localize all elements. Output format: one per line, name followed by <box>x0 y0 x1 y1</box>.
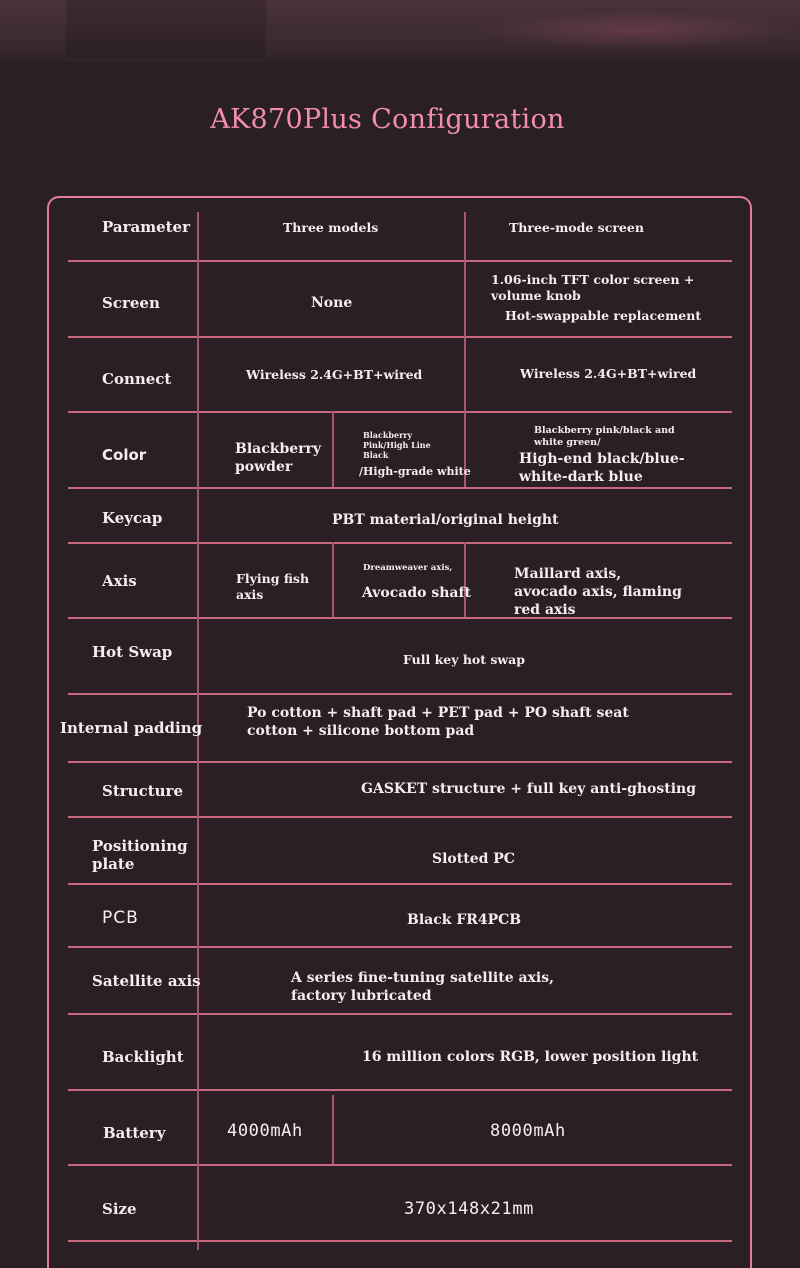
header-parameter: Parameter <box>102 218 191 236</box>
backlight-value: 16 million colors RGB, lower position light <box>362 1049 699 1065</box>
row-divider <box>68 1089 732 1091</box>
plate-value: Slotted PC <box>432 851 515 867</box>
size-label: Size <box>102 1200 137 1218</box>
pcb-label: PCB <box>102 908 139 928</box>
connect-three-mode: Wireless 2.4G+BT+wired <box>520 366 697 381</box>
pcb-value: Black FR4PCB <box>407 912 522 928</box>
battery-4000: 4000mAh <box>227 1121 303 1141</box>
color-blackberry-powder: Blackberry powder <box>235 441 322 475</box>
padding-label: Internal padding <box>60 719 203 737</box>
screen-label: Screen <box>102 294 160 312</box>
battery-8000: 8000mAh <box>490 1121 566 1141</box>
row-divider <box>68 1240 732 1242</box>
column-divider <box>464 212 466 411</box>
row-divider <box>68 336 732 338</box>
color-label: Color <box>102 446 147 464</box>
header-three-mode-screen: Three-mode screen <box>509 220 644 235</box>
row-divider <box>68 946 732 948</box>
axis-avocado-shaft: Avocado shaft <box>362 585 471 601</box>
column-divider <box>332 542 334 617</box>
hotswap-label: Hot Swap <box>92 643 173 661</box>
column-divider <box>332 1095 334 1164</box>
screen-three-models: None <box>311 295 353 311</box>
battery-label: Battery <box>103 1124 166 1142</box>
glow-decoration <box>470 10 800 50</box>
padding-value: Po cotton + shaft pad + PET pad + PO shaft seat cotton + silicone bottom pad <box>247 705 629 739</box>
hotswap-value: Full key hot swap <box>403 652 526 667</box>
satellite-label: Satellite axis <box>92 972 201 990</box>
color-pink-high-line: Blackberry Pink/High Line Black <box>363 430 431 460</box>
size-value: 370x148x21mm <box>404 1199 535 1219</box>
color-high-grade-white: /High-grade white <box>359 465 471 478</box>
screen-tft-desc: 1.06-inch TFT color screen + volume knob <box>491 272 695 303</box>
color-high-end-black: High-end black/blue-white-dark blue <box>519 451 685 485</box>
connect-label: Connect <box>102 370 172 388</box>
axis-flying-fish: Flying fish axis <box>236 571 310 602</box>
axis-dreamweaver: Dreamweaver axis, <box>363 563 453 573</box>
column-divider <box>464 542 466 617</box>
row-divider <box>68 1164 732 1166</box>
row-divider <box>68 411 732 413</box>
structure-value: GASKET structure + full key anti-ghosting <box>361 781 697 797</box>
row-divider <box>68 816 732 818</box>
keyboard-image <box>66 0 266 58</box>
row-divider <box>68 487 732 489</box>
row-divider <box>68 542 732 544</box>
axis-label: Axis <box>102 572 137 590</box>
header-three-models: Three models <box>283 220 379 235</box>
backlight-label: Backlight <box>102 1048 184 1066</box>
plate-label: Positioning plate <box>92 837 188 873</box>
row-divider <box>68 260 732 262</box>
row-divider <box>68 761 732 763</box>
column-divider <box>332 411 334 487</box>
row-divider <box>68 693 732 695</box>
row-divider <box>68 883 732 885</box>
page-title: AK870Plus Configuration <box>210 104 565 135</box>
structure-label: Structure <box>102 782 183 800</box>
screen-hot-swappable: Hot-swappable replacement <box>505 308 702 323</box>
color-blackberry-pink-green: Blackberry pink/black and white green/ <box>534 425 675 448</box>
row-divider <box>68 1013 732 1015</box>
keycap-value: PBT material/original height <box>332 512 559 528</box>
connect-three-models: Wireless 2.4G+BT+wired <box>246 367 423 382</box>
keycap-label: Keycap <box>102 509 163 527</box>
axis-maillard: Maillard axis, avocado axis, flaming red axis <box>514 566 682 618</box>
product-photo-strip <box>0 0 800 62</box>
satellite-value: A series fine-tuning satellite axis, factory lubricated <box>291 970 554 1004</box>
